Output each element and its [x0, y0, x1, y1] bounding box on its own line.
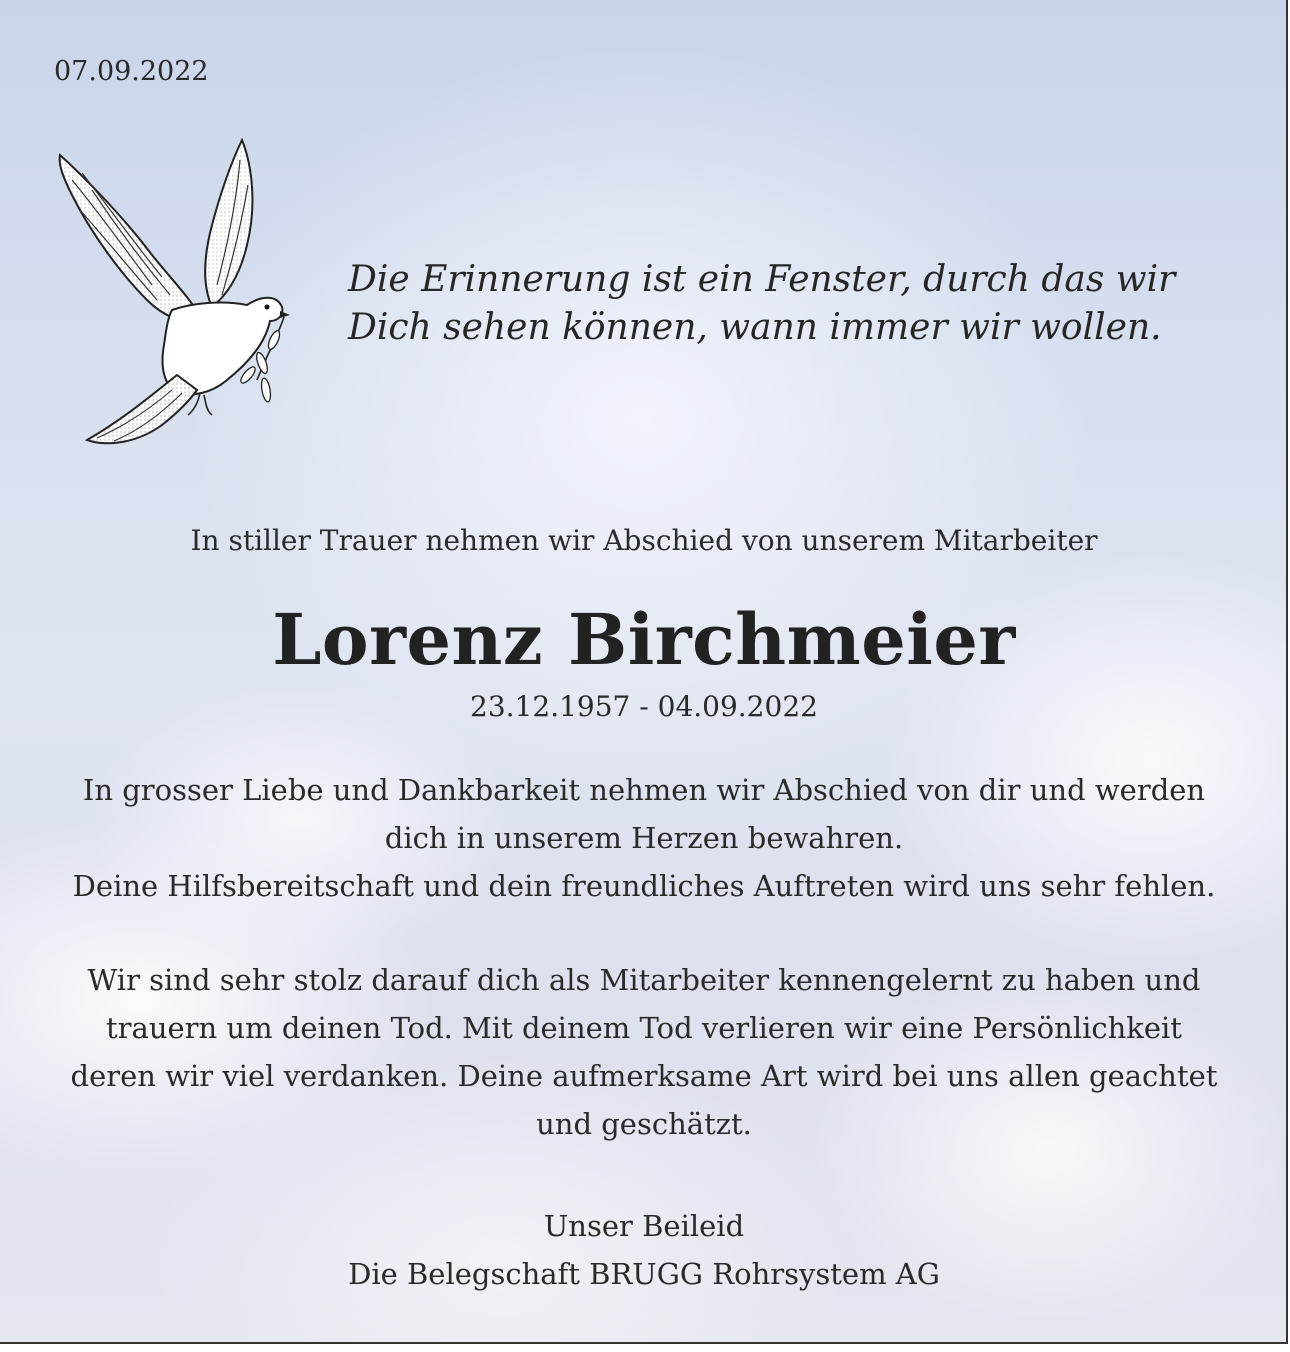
- paragraph-gratitude: [0, 766, 1288, 910]
- dove-icon: [52, 135, 292, 455]
- intro-text: In stiller Trauer nehmen wir Abschied von unserem Mitarbeiter: [190, 524, 1098, 557]
- paragraph2-line: Wir sind sehr stolz darauf dich als Mitarbeiter kennengelernt zu haben und: [87, 963, 1201, 997]
- paragraph1-line: In grosser Liebe und Dankbarkeit nehmen wir Abschied von dir und werden: [82, 773, 1206, 807]
- paragraph1-line: dich in unserem Herzen bewahren.: [384, 821, 904, 855]
- memorial-quote: [348, 256, 1248, 352]
- quote-line-1: Die Erinnerung ist ein Fenster, durch das wir: [348, 259, 1176, 300]
- paragraph2-line: und geschätzt.: [536, 1107, 752, 1141]
- life-dates: 23.12.1957 - 04.09.2022: [470, 690, 818, 723]
- quote-line-2: Dich sehen können, wann immer wir wollen.: [348, 307, 1162, 348]
- paragraph-pride: [0, 956, 1288, 1148]
- paragraph2-line: trauern um deinen Tod. Mit deinem Tod verlieren wir eine Persönlichkeit: [106, 1011, 1182, 1045]
- signoff-condolence: Unser Beileid: [543, 1209, 745, 1243]
- publication-date: 07.09.2022: [54, 56, 209, 87]
- signoff: [0, 1202, 1288, 1298]
- signoff-sender: Die Belegschaft BRUGG Rohrsystem AG: [348, 1257, 940, 1291]
- paragraph1-line: Deine Hilfsbereitschaft und dein freundliches Auftreten wird uns sehr fehlen.: [72, 869, 1216, 903]
- paragraph2-line: deren wir viel verdanken. Deine aufmerksame Art wird bei uns allen geachtet: [70, 1059, 1218, 1093]
- deceased-name: Lorenz Birchmeier: [272, 598, 1016, 681]
